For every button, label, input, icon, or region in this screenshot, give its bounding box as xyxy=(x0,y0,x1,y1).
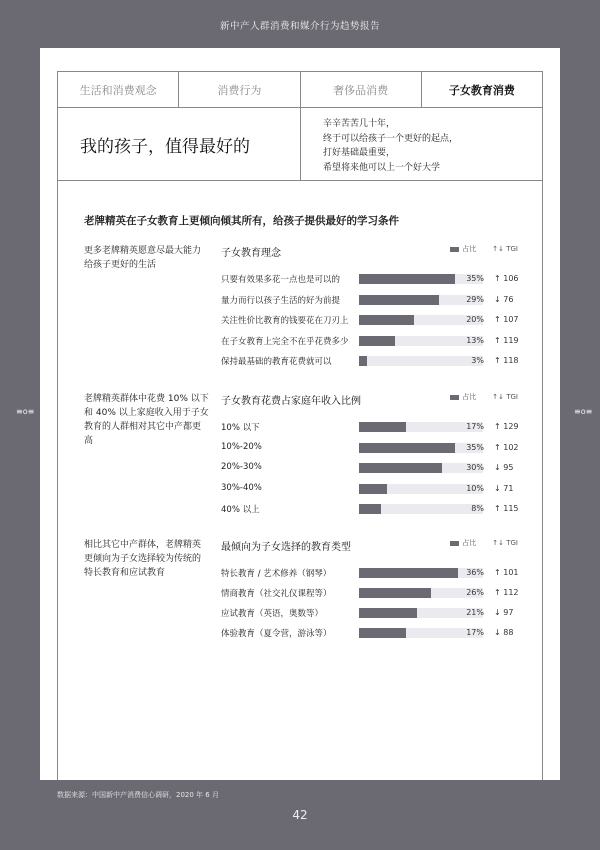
bar-row xyxy=(58,626,544,640)
bar-category-label: 10% 以下 xyxy=(221,423,260,433)
tgi-value: ↑ 115 xyxy=(494,504,519,513)
bar xyxy=(359,422,406,432)
quote-line: 终于可以给孩子一个更好的起点， xyxy=(323,133,459,144)
bar xyxy=(359,336,395,346)
bar-value-label: 35% xyxy=(466,274,484,283)
bar xyxy=(359,356,367,366)
legend-swatch xyxy=(450,541,459,546)
legend-share-label: 占比 xyxy=(462,393,477,401)
bar xyxy=(359,484,387,494)
hero-banner xyxy=(58,108,542,181)
legend-share-label: 占比 xyxy=(462,245,477,253)
tgi-value: ↑ 101 xyxy=(494,568,519,577)
bar-category-label: 量力而行以孩子生活的好为前提 xyxy=(221,295,341,306)
bar-value-label: 8% xyxy=(471,504,484,513)
legend-tgi-label: ↑↓ TGI xyxy=(492,393,518,401)
bar-value-label: 17% xyxy=(466,422,484,431)
bar-category-label: 在子女教育上完全不在乎花费多少 xyxy=(221,336,349,347)
bar-value-label: 20% xyxy=(466,315,484,324)
page-title: 我的孩子，值得最好的 xyxy=(58,108,301,180)
tgi-value: ↑ 106 xyxy=(494,274,519,283)
content-frame xyxy=(57,71,543,780)
tab-consumer-behavior[interactable]: 消费行为 xyxy=(179,72,300,107)
tgi-value: ↑ 119 xyxy=(494,335,519,345)
tgi-value: ↑ 118 xyxy=(494,356,519,365)
bar-row xyxy=(58,334,544,348)
tgi-value: ↑ 107 xyxy=(494,315,519,324)
bar xyxy=(359,608,417,618)
tgi-value: ↑ 112 xyxy=(494,588,519,597)
bar-row xyxy=(58,461,544,475)
bar xyxy=(359,568,458,578)
bar xyxy=(359,274,455,284)
tgi-value: ↓ 76 xyxy=(494,294,514,304)
bar xyxy=(359,504,381,514)
report-page xyxy=(40,48,560,780)
bar xyxy=(359,463,442,473)
bar-value-label: 10% xyxy=(466,483,484,493)
bar-category-label: 应试教育（英语，奥数等） xyxy=(221,609,324,619)
quote-line: 希望将来他可以上一个好大学 xyxy=(323,162,441,173)
report-title: 新中产人群消费和媒介行为趋势报告 xyxy=(219,21,380,32)
section-headline: 老牌精英在子女教育上更倾向倾其所有，给孩子提供最好的学习条件 xyxy=(84,215,399,227)
page-number: 42 xyxy=(292,808,308,822)
section-tabs xyxy=(58,72,542,108)
chart-legend xyxy=(450,538,518,548)
side-mark-left: ≡o≡ xyxy=(16,407,35,416)
bar-category-label: 关注性价比教育的钱要花在刀刃上 xyxy=(221,316,349,326)
tab-lifestyle[interactable]: 生活和消费观念 xyxy=(58,72,179,107)
bar-row xyxy=(58,566,544,580)
legend-share-label: 占比 xyxy=(462,539,477,547)
bar-category-label: 情商教育（社交礼仪课程等） xyxy=(221,589,332,599)
chart-title: 最倾向为子女选择的教育类型 xyxy=(221,542,351,553)
bar-row xyxy=(58,354,544,368)
bar xyxy=(359,443,455,453)
bar-row xyxy=(58,313,544,327)
bar-category-label: 40% 以上 xyxy=(221,505,260,515)
bar-category-label: 保持最基础的教育花费就可以 xyxy=(221,357,332,367)
chart-note: 老牌精英群体中花费 10% 以下和 40% 以上家庭收入用于子女教育的人群相对其它中产都更高 xyxy=(84,394,209,446)
bar-row xyxy=(58,606,544,620)
data-source: 数据来源：中国新中产消费信心调研，2020 年 6 月 xyxy=(57,791,219,799)
bar-value-label: 13% xyxy=(466,335,484,345)
bar-row xyxy=(58,482,544,496)
bar-value-label: 17% xyxy=(466,628,484,637)
hero-quote xyxy=(301,108,542,180)
bar-row xyxy=(58,272,544,286)
bar-row xyxy=(58,502,544,516)
legend-swatch xyxy=(450,247,459,252)
quote-line: 打好基础最重要， xyxy=(323,148,396,158)
tgi-value: ↓ 88 xyxy=(494,628,514,637)
bar-value-label: 35% xyxy=(466,442,484,452)
tgi-value: ↓ 95 xyxy=(494,463,514,472)
chart-title: 子女教育花费占家庭年收入比例 xyxy=(221,396,361,407)
bar xyxy=(359,628,406,638)
bar-value-label: 29% xyxy=(466,294,484,304)
bar-row xyxy=(58,293,544,307)
tgi-value: ↓ 97 xyxy=(494,608,514,617)
bar-category-label: 20%-30% xyxy=(221,462,262,472)
bar-category-label: 10%-20% xyxy=(221,441,262,452)
bar xyxy=(359,295,439,305)
legend-tgi-label: ↑↓ TGI xyxy=(492,245,518,253)
bar-value-label: 3% xyxy=(471,356,484,365)
bar-value-label: 21% xyxy=(466,608,484,617)
bar-category-label: 只要有效果多花一点也是可以的 xyxy=(221,275,341,285)
bar-row xyxy=(58,420,544,434)
bar-value-label: 26% xyxy=(466,588,484,597)
chart-note: 相比其它中产群体，老牌精英更倾向为子女选择较为传统的特长教育和应试教育 xyxy=(84,540,202,578)
tgi-value: ↑ 102 xyxy=(494,442,519,452)
bar xyxy=(359,588,431,598)
chart-title: 子女教育理念 xyxy=(221,248,281,259)
chart-legend xyxy=(450,244,518,254)
tgi-value: ↑ 129 xyxy=(494,422,519,431)
chart-note: 更多老牌精英愿意尽最大能力给孩子更好的生活 xyxy=(84,246,202,270)
bar-category-label: 30%-40% xyxy=(221,482,262,493)
side-mark-right: ≡o≡ xyxy=(574,407,593,416)
chart-legend xyxy=(450,392,518,402)
bar-category-label: 体验教育（夏令营，游泳等） xyxy=(221,629,332,639)
quote-line: 辛辛苦苦几十年， xyxy=(323,119,396,129)
bar xyxy=(359,315,414,325)
tgi-value: ↓ 71 xyxy=(494,483,514,493)
bar-value-label: 30% xyxy=(466,463,484,472)
bar-row xyxy=(58,586,544,600)
tab-luxury[interactable]: 奢侈品消费 xyxy=(301,72,422,107)
bar-category-label: 特长教育 / 艺术修养（钢琴） xyxy=(221,569,332,579)
bar-value-label: 36% xyxy=(466,568,484,577)
legend-swatch xyxy=(450,395,459,400)
bar-row xyxy=(58,441,544,455)
legend-tgi-label: ↑↓ TGI xyxy=(492,539,518,547)
tab-child-education[interactable]: 子女教育消费 xyxy=(448,83,515,97)
